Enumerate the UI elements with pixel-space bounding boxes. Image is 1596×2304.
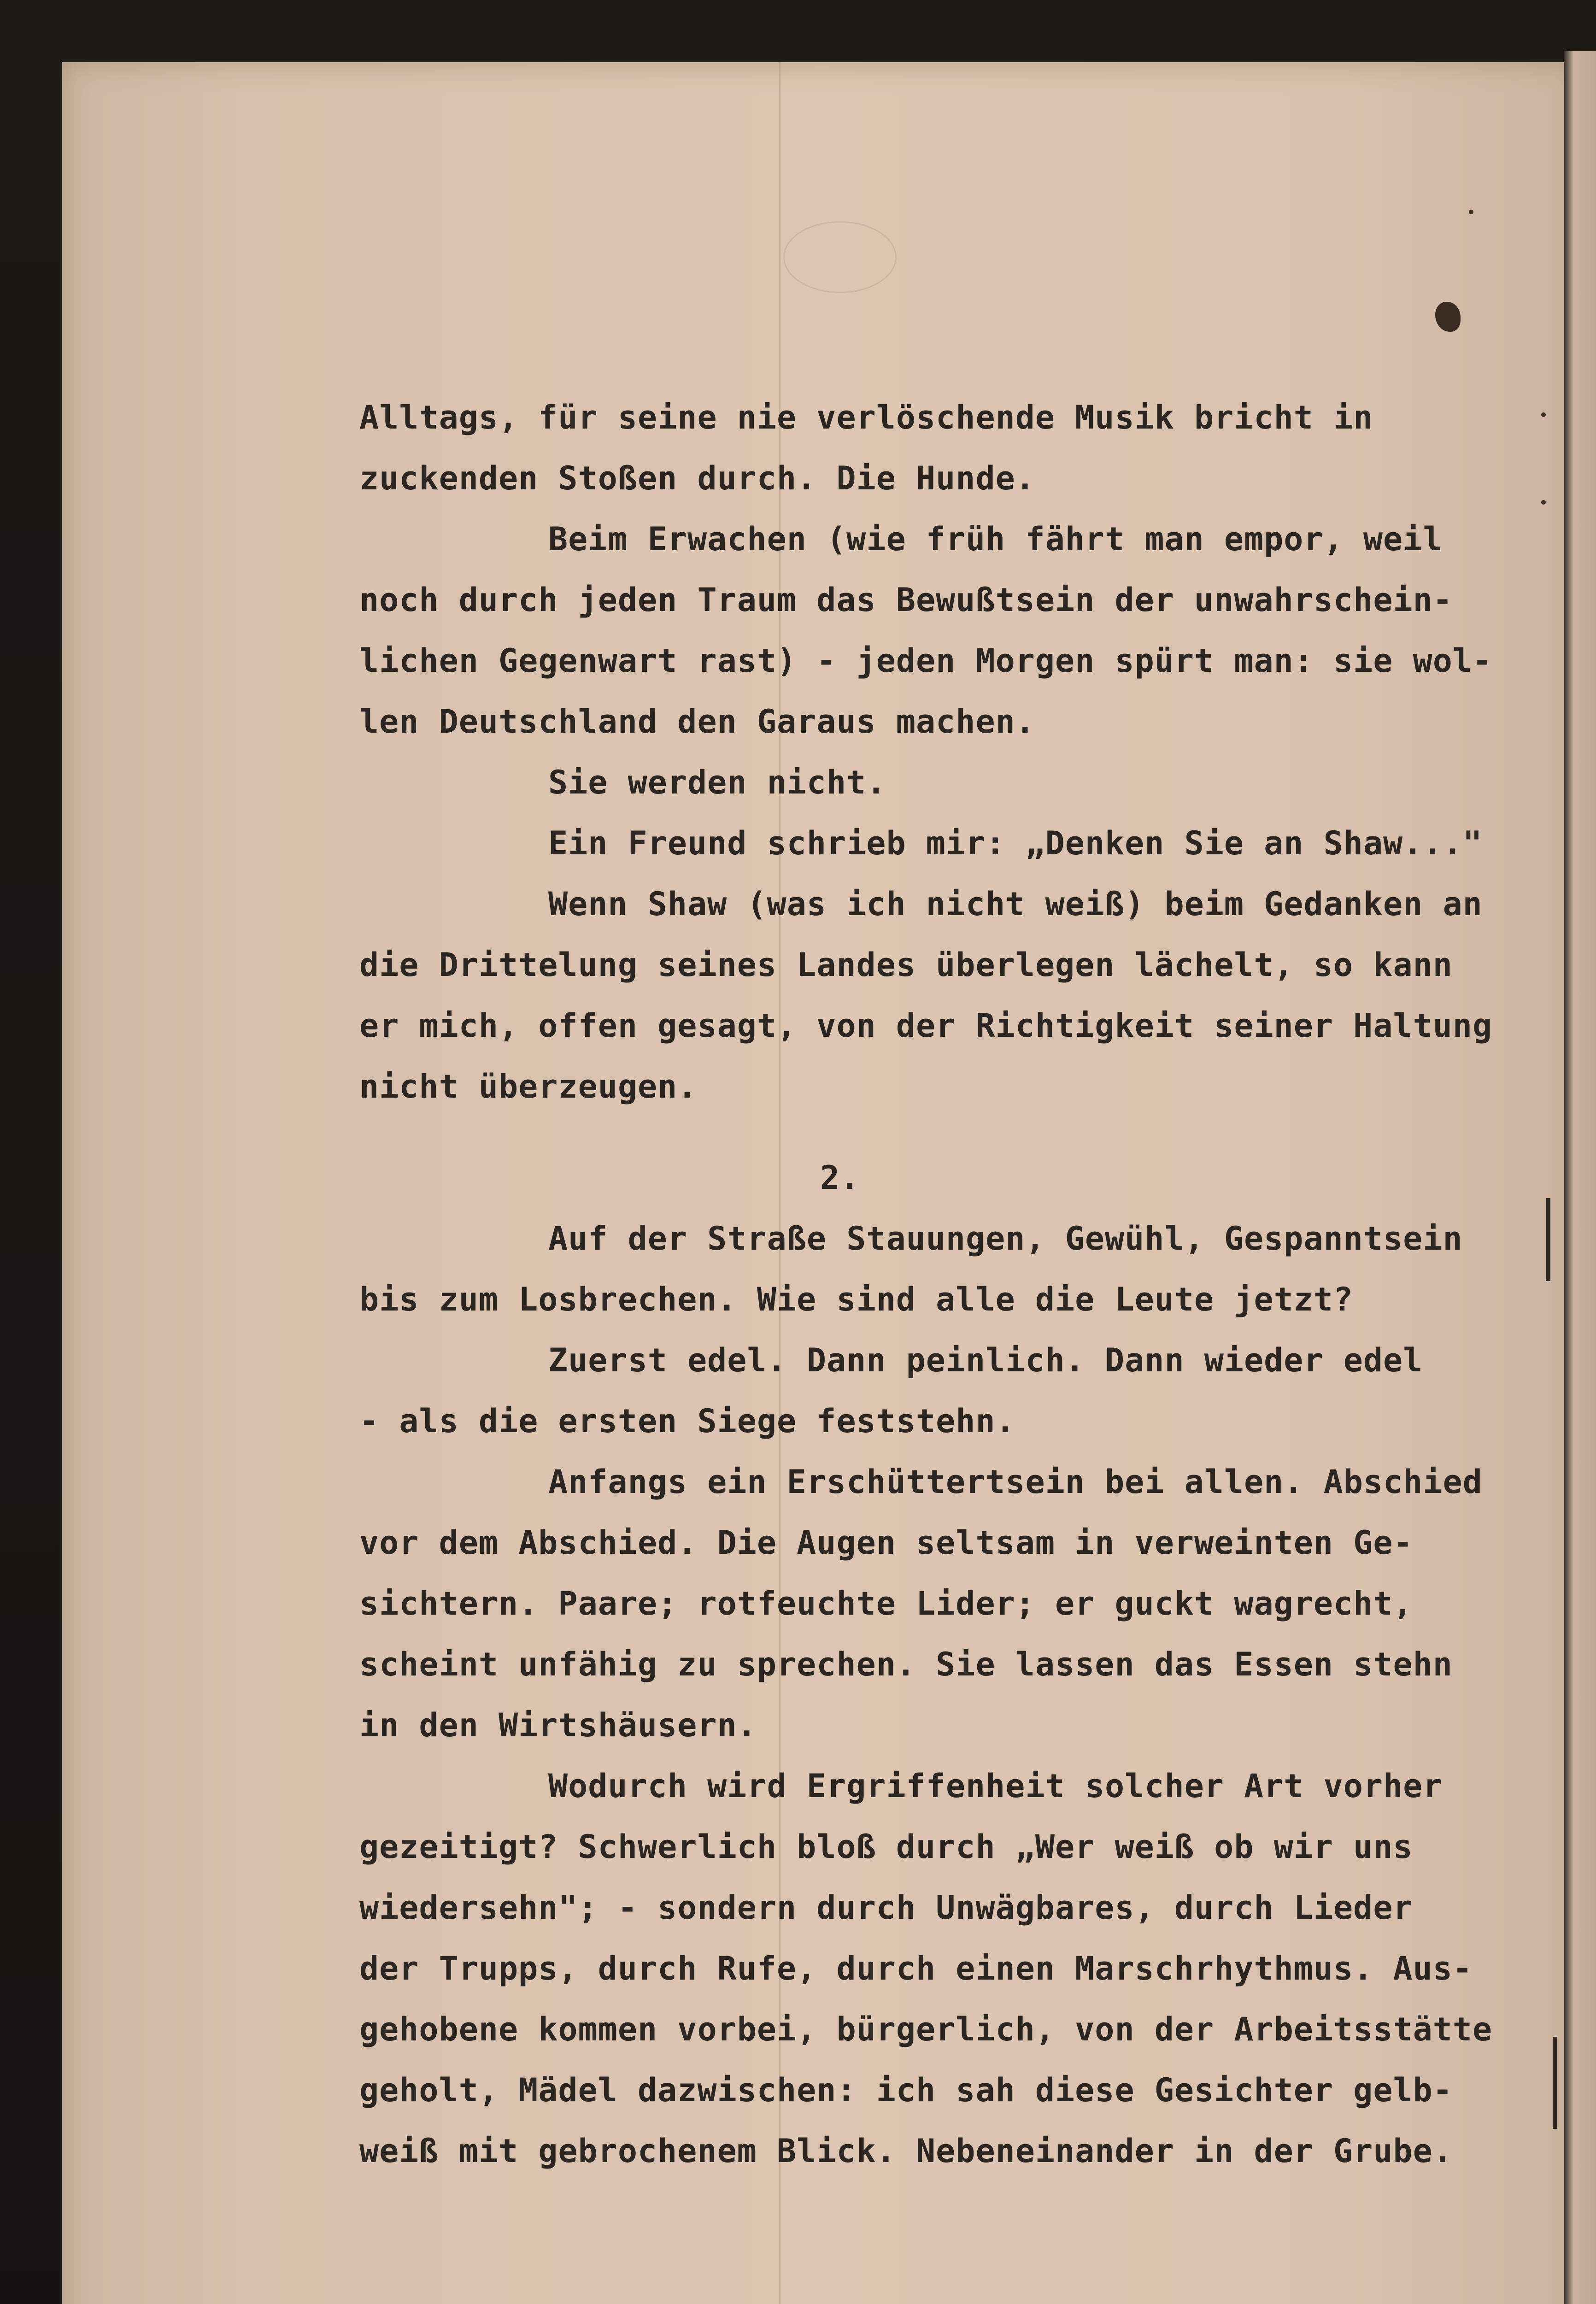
section-number: 2. [820,1159,860,1197]
text-line: Wodurch wird Ergriffenheit solcher Art vorher [548,1767,1443,1805]
text-line: scheint unfähig zu sprechen. Sie lassen das Essen stehn [359,1646,1453,1683]
text-line: Auf der Straße Stauungen, Gewühl, Gespanntsein [548,1220,1463,1258]
text-line: die Drittelung seines Landes überlegen lächelt, so kann [359,946,1453,984]
faint-stamp-mark [783,221,897,293]
text-line: Sie werden nicht. [548,764,886,801]
text-line: gezeitigt? Schwerlich bloß durch „Wer weiß ob wir uns [359,1828,1413,1866]
text-line: Ein Freund schrieb mir: „Denken Sie an Shaw..." [548,824,1483,862]
text-line: Beim Erwachen (wie früh fährt man empor, weil [548,520,1443,558]
text-line: zuckenden Stoßen durch. Die Hunde. [359,459,1035,497]
adjacent-page-edge [1564,51,1596,2304]
text-line: wiedersehn"; - sondern durch Unwägbares, durch Lieder [359,1889,1413,1927]
text-line: sichtern. Paare; rotfeuchte Lider; er guckt wagrecht, [359,1585,1413,1622]
text-line: - als die ersten Siege feststehn. [359,1402,1015,1440]
text-line: nicht überzeugen. [359,1068,698,1105]
ink-dot [1469,210,1473,214]
text-line: gehobene kommen vorbei, bürgerlich, von der Arbeitsstätte [359,2010,1493,2048]
text-line: der Trupps, durch Rufe, durch einen Marschrhythmus. Aus- [359,1950,1473,1987]
text-line: Anfangs ein Erschüttertsein bei allen. Abschied [548,1463,1483,1501]
text-line: Zuerst edel. Dann peinlich. Dann wieder edel [548,1341,1423,1379]
text-line: bis zum Losbrechen. Wie sind alle die Leute jetzt? [359,1281,1354,1318]
text-line: lichen Gegenwart rast) - jeden Morgen spürt man: sie wol- [359,642,1493,680]
typed-document-text [359,387,1557,2181]
text-line: len Deutschland den Garaus machen. [359,703,1035,741]
text-line: vor dem Abschied. Die Augen seltsam in verweinten Ge- [359,1524,1413,1562]
text-line: weiß mit gebrochenem Blick. Nebeneinander in der Grube. [359,2132,1453,2170]
text-line: Alltags, für seine nie verlöschende Musik bricht in [359,399,1373,436]
text-line: in den Wirtshäusern. [359,1706,757,1744]
text-line: Wenn Shaw (was ich nicht weiß) beim Gedanken an [548,885,1483,923]
text-line: noch durch jeden Traum das Bewußtsein der unwahrschein- [359,581,1453,619]
text-line: er mich, offen gesagt, von der Richtigkeit seiner Haltung [359,1007,1493,1045]
text-line: geholt, Mädel dazwischen: ich sah diese Gesichter gelb- [359,2071,1453,2109]
